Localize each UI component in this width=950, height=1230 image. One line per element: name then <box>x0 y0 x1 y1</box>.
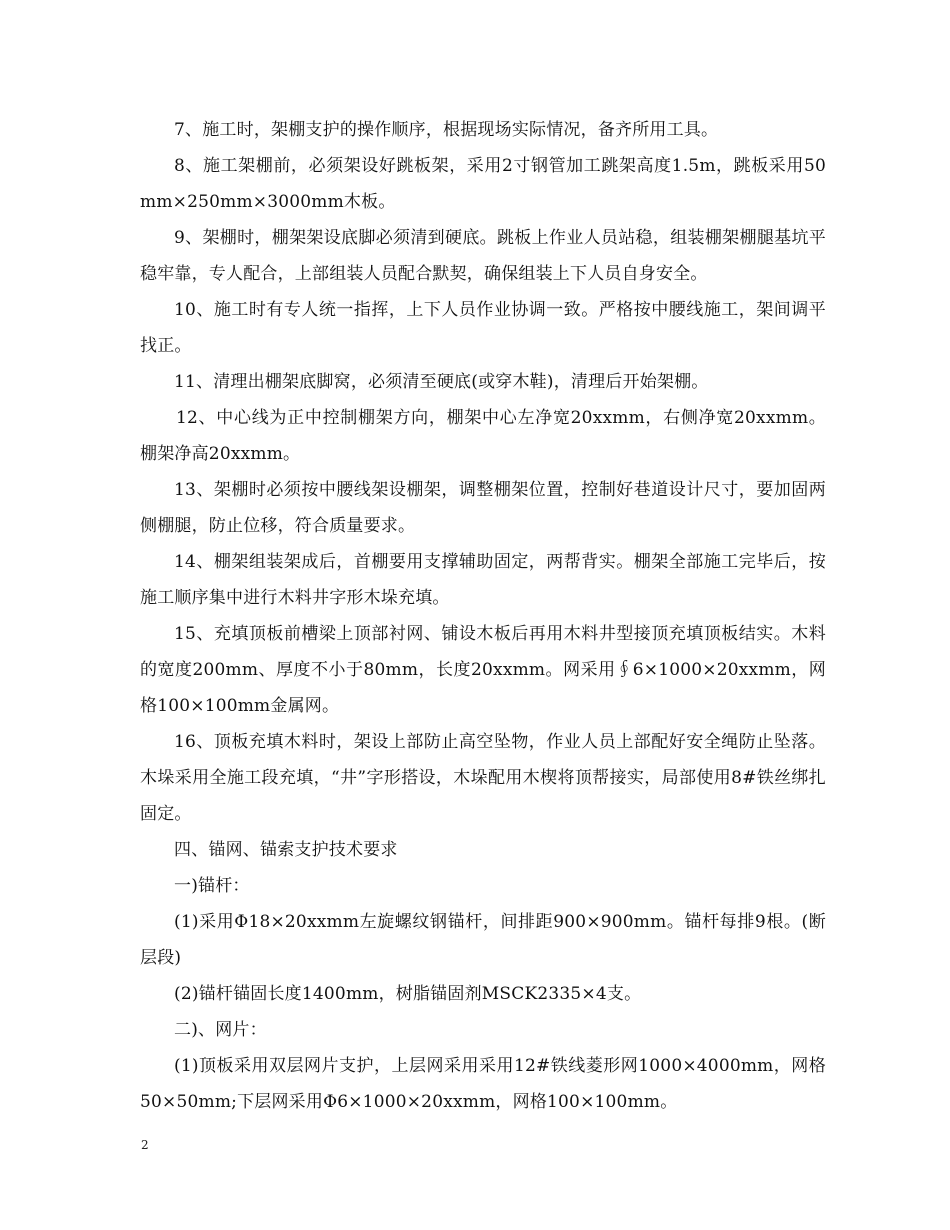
paragraph-item-16: 16、顶板充填木料时，架设上部防止高空坠物，作业人员上部配好安全绳防止坠落。木垛采用全施工段充填，“井”字形搭设，木垛配用木楔将顶帮接实，局部使用8#铁丝绑扎固定。 <box>140 732 826 824</box>
paragraph-item-7: 7、施工时，架棚支护的操作顺序，根据现场实际情况，备齐所用工具。 <box>174 120 719 140</box>
paragraph-item-13: 13、架棚时必须按中腰线架设棚架，调整棚架位置，控制好巷道设计尺寸，要加固两侧棚腿，防止位移，符合质量要求。 <box>140 480 826 536</box>
paragraph-item-8: 8、施工架棚前，必须架设好跳板架，采用2寸钢管加工跳架高度1.5m，跳板采用50mm×250mm×3000mm木板。 <box>140 156 826 212</box>
bolt-item-1: (1)采用Φ18×20xxmm左旋螺纹钢锚杆，间排距900×900mm。锚杆每排9根。(断层段) <box>140 912 826 968</box>
bolt-item-2: (2)锚杆锚固长度1400mm，树脂锚固剂MSCK2335×4支。 <box>174 984 642 1004</box>
paragraph-item-14: 14、棚架组装架成后，首棚要用支撑辅助固定，两帮背实。棚架全部施工完毕后，按施工顺序集中进行木料井字形木垛充填。 <box>140 552 826 608</box>
document-body <box>140 112 826 1120</box>
paragraph-item-10: 10、施工时有专人统一指挥，上下人员作业协调一致。严格按中腰线施工，架间调平找正。 <box>140 300 826 356</box>
page-number: 2 <box>141 1138 149 1152</box>
section-heading-anchor-mesh: 四、锚网、锚索支护技术要求 <box>174 840 398 860</box>
paragraph-item-9: 9、架棚时，棚架架设底脚必须清到硬底。跳板上作业人员站稳，组装棚架棚腿基坑平稳牢靠，专人配合，上部组装人员配合默契，确保组装上下人员自身安全。 <box>140 228 826 284</box>
mesh-item-1: (1)顶板采用双层网片支护，上层网采用采用12#铁线菱形网1000×4000mm，网格50×50mm;下层网采用Φ6×1000×20xxmm，网格100×100mm。 <box>140 1056 826 1112</box>
paragraph-item-12: 12、中心线为正中控制棚架方向，棚架中心左净宽20xxmm，右侧净宽20xxmm。棚架净高20xxmm。 <box>140 408 826 464</box>
subheading-mesh: 二)、网片： <box>174 1020 267 1040</box>
subheading-bolt: 一)锚杆： <box>174 876 250 896</box>
paragraph-item-15: 15、充填顶板前槽梁上顶部衬网、铺设木板后再用木料井型接顶充填顶板结实。木料的宽度200mm、厚度不小于80mm，长度20xxmm。网采用∮6×1000×20xxmm，网格100×100mm金属网。 <box>140 624 826 716</box>
paragraph-item-11: 11、清理出棚架底脚窝，必须清至硬底(或穿木鞋)，清理后开始架棚。 <box>174 372 709 392</box>
